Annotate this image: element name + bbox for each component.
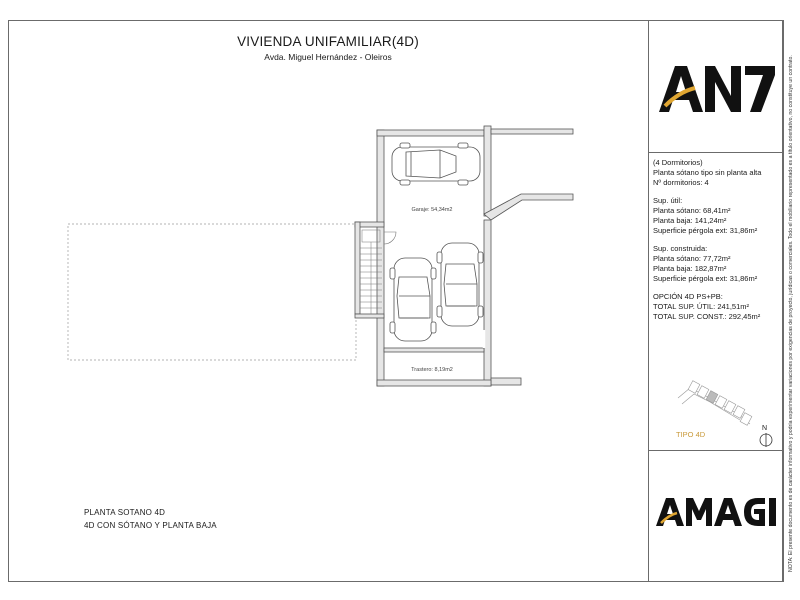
door-swing — [384, 232, 396, 244]
stair-south-wall — [355, 314, 384, 318]
useful-area-header: Sup. útil: — [653, 196, 683, 205]
useful-pergola-area: Superficie pérgola ext: 31,86m² — [653, 226, 758, 235]
total-useful-area: TOTAL SUP. ÚTIL: 241,51m² — [653, 302, 750, 311]
title-block-separator-2 — [648, 450, 782, 451]
north-east-wall — [491, 129, 573, 134]
project-info — [653, 158, 785, 322]
amagi-logo — [655, 497, 779, 527]
car-left-icon — [390, 258, 436, 341]
useful-ground-area: Planta baja: 141,24m² — [653, 216, 727, 225]
built-area-header: Sup. construida: — [653, 244, 708, 253]
project-title: VIVIENDA UNIFAMILIAR(4D) — [237, 34, 419, 49]
north-wall — [377, 130, 484, 136]
an7-logo — [655, 58, 779, 118]
type-label: TIPO 4D — [676, 430, 706, 439]
south-east-wall — [491, 378, 521, 385]
plan-caption-line2: 4D CON SÓTANO Y PLANTA BAJA — [84, 521, 217, 530]
built-basement-area: Planta sótano: 77,72m² — [653, 254, 731, 263]
legal-note: NOTA: El presente documento es de carácter informativo y podría experimentar variaciones por exigencias de proyecto, jurídicas o comerciales. Todo el mobiliario representado es a título orientativo, no constituye un contrato. — [788, 55, 794, 572]
title-block-separator-1 — [648, 152, 782, 153]
car-right-icon — [437, 243, 483, 326]
bedrooms-note: (4 Dormitorios) — [653, 158, 703, 167]
useful-basement-area: Planta sótano: 68,41m² — [653, 206, 731, 215]
built-pergola-area: Superficie pérgola ext: 31,86m² — [653, 274, 758, 283]
plan-caption-line1: PLANTA SOTANO 4D — [84, 508, 166, 517]
north-letter: N — [762, 425, 768, 432]
storage-label: Trastero: 8,19m2 — [411, 367, 453, 373]
west-wall — [377, 130, 384, 386]
diagonal-wall — [484, 194, 573, 220]
car-top-icon — [392, 143, 480, 185]
garage-label: Garaje: 54,34m2 — [411, 207, 453, 213]
stair-west-wall — [355, 222, 360, 314]
ground-floor-outline — [68, 224, 356, 360]
total-built-area: TOTAL SUP. CONST.: 292,45m² — [653, 312, 761, 321]
site-key-plan — [676, 374, 756, 432]
plan-type: Planta sótano tipo sin planta alta — [653, 168, 762, 177]
bedroom-count: Nº dormitorios: 4 — [653, 178, 709, 187]
title-block-divider — [648, 20, 649, 582]
east-wall-lower — [484, 220, 491, 386]
storage-wall — [384, 348, 484, 352]
option-label: OPCIÓN 4D PS+PB: — [653, 292, 723, 301]
built-ground-area: Planta baja: 182,87m² — [653, 264, 727, 273]
project-address: Avda. Miguel Hernández - Oleiros — [264, 52, 392, 62]
east-wall-upper — [484, 126, 491, 216]
north-arrow-icon — [758, 432, 774, 448]
south-wall — [377, 380, 491, 386]
